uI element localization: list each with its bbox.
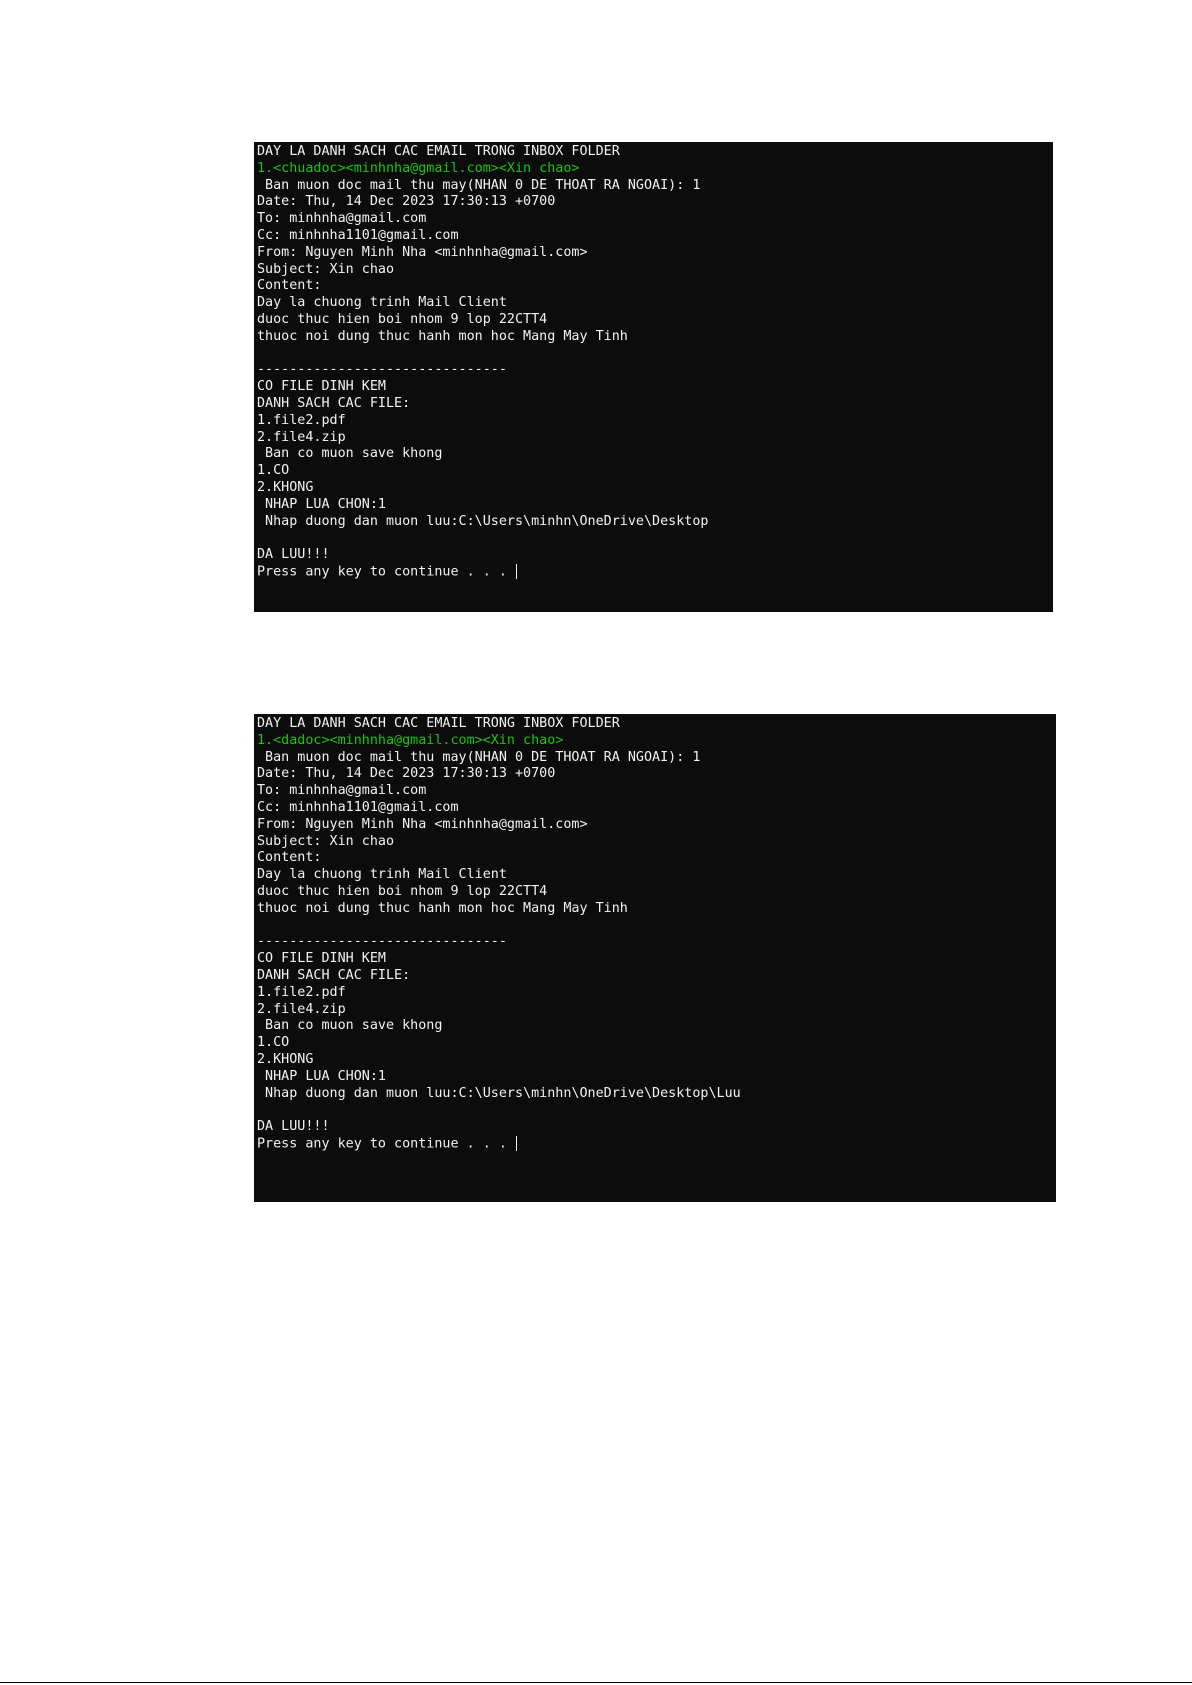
terminal-line: Day la chuong trinh Mail Client xyxy=(257,295,507,311)
email-list-item: 1.<dadoc><minhnha@gmail.com><Xin chao> xyxy=(257,732,564,748)
console-window-2[interactable] xyxy=(254,714,1056,1202)
terminal-line: Day la chuong trinh Mail Client xyxy=(257,867,507,883)
terminal-line: 1.CO xyxy=(257,1035,290,1051)
terminal-line: To: minhnha@gmail.com xyxy=(257,211,427,227)
terminal-line: duoc thuc hien boi nhom 9 lop 22CTT4 xyxy=(257,883,548,899)
terminal-line: DA LUU!!! xyxy=(257,547,330,563)
terminal-line: 1.file2.pdf xyxy=(257,412,346,428)
terminal-line: Ban co muon save khong xyxy=(257,1018,443,1034)
terminal-line xyxy=(257,346,1053,363)
terminal-separator: ------------------------------- xyxy=(257,934,507,950)
terminal-prompt-text: Press any key to continue . . . xyxy=(257,1136,515,1152)
terminal-line: Nhap duong dan muon luu:C:\Users\minhn\OneDrive\Desktop xyxy=(257,513,709,529)
text-cursor xyxy=(516,1136,517,1151)
terminal-line: DAY LA DANH SACH CAC EMAIL TRONG INBOX FOLDER xyxy=(257,716,620,731)
terminal-line: Subject: Xin chao xyxy=(257,261,395,277)
terminal-line: Ban co muon save khong xyxy=(257,446,443,462)
page-bottom-rule xyxy=(0,1682,1192,1683)
terminal-line: Content: xyxy=(257,278,322,294)
terminal-line: CO FILE DINH KEM xyxy=(257,379,386,395)
terminal-line: Nhap duong dan muon luu:C:\Users\minhn\OneDrive\Desktop\Luu xyxy=(257,1085,741,1101)
terminal-line xyxy=(257,1102,1056,1119)
terminal-line: DAY LA DANH SACH CAC EMAIL TRONG INBOX FOLDER xyxy=(257,144,620,159)
terminal-prompt-line xyxy=(257,1136,1056,1153)
terminal-line: duoc thuc hien boi nhom 9 lop 22CTT4 xyxy=(257,311,548,327)
terminal-line: 1.CO xyxy=(257,463,290,479)
terminal-line: 2.file4.zip xyxy=(257,429,346,445)
terminal-line: Content: xyxy=(257,850,322,866)
terminal-line xyxy=(257,918,1056,935)
text-cursor xyxy=(516,564,517,579)
terminal-separator: ------------------------------- xyxy=(257,362,507,378)
terminal-line: NHAP LUA CHON:1 xyxy=(257,496,386,512)
terminal-line: From: Nguyen Minh Nha <minhnha@gmail.com> xyxy=(257,816,588,832)
terminal-line: From: Nguyen Minh Nha <minhnha@gmail.com> xyxy=(257,244,588,260)
terminal-prompt-text: Press any key to continue . . . xyxy=(257,564,515,580)
terminal-line: 2.KHONG xyxy=(257,479,314,495)
terminal-line: 1.file2.pdf xyxy=(257,984,346,1000)
terminal-line: NHAP LUA CHON:1 xyxy=(257,1068,386,1084)
terminal-line: DANH SACH CAC FILE: xyxy=(257,967,411,983)
terminal-line: Ban muon doc mail thu may(NHAN 0 DE THOAT RA NGOAI): 1 xyxy=(257,177,701,193)
terminal-line: Cc: minhnha1101@gmail.com xyxy=(257,227,459,243)
terminal-line: DA LUU!!! xyxy=(257,1119,330,1135)
terminal-line: Date: Thu, 14 Dec 2023 17:30:13 +0700 xyxy=(257,194,556,210)
terminal-line: 2.KHONG xyxy=(257,1051,314,1067)
terminal-line: thuoc noi dung thuc hanh mon hoc Mang May Tinh xyxy=(257,900,628,916)
terminal-line: Date: Thu, 14 Dec 2023 17:30:13 +0700 xyxy=(257,766,556,782)
terminal-line: Ban muon doc mail thu may(NHAN 0 DE THOAT RA NGOAI): 1 xyxy=(257,749,701,765)
terminal-line xyxy=(257,530,1053,547)
email-list-item: 1.<chuadoc><minhnha@gmail.com><Xin chao> xyxy=(257,160,580,176)
terminal-line: To: minhnha@gmail.com xyxy=(257,783,427,799)
terminal-line: CO FILE DINH KEM xyxy=(257,951,386,967)
terminal-prompt-line xyxy=(257,564,1053,581)
terminal-line: Cc: minhnha1101@gmail.com xyxy=(257,799,459,815)
terminal-line: 2.file4.zip xyxy=(257,1001,346,1017)
console-window-1[interactable] xyxy=(254,142,1053,612)
terminal-line: Subject: Xin chao xyxy=(257,833,395,849)
terminal-line: thuoc noi dung thuc hanh mon hoc Mang May Tinh xyxy=(257,328,628,344)
terminal-line: DANH SACH CAC FILE: xyxy=(257,395,411,411)
